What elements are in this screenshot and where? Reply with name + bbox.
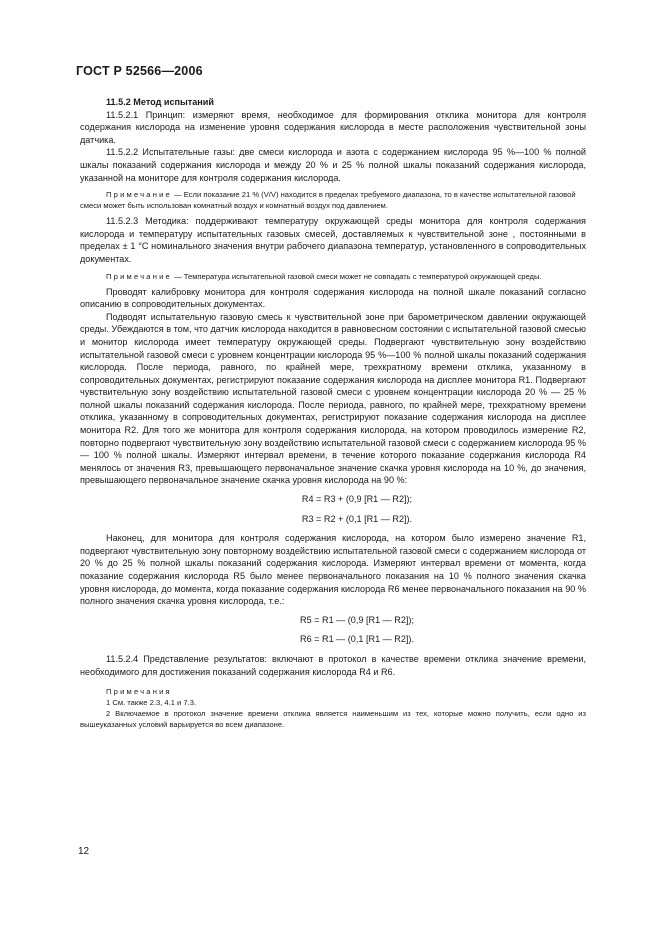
paragraph-procedure: Подводят испытательную газовую смесь к чувствительной зоне при барометрическом давлении окружающей среды. Убеждаются в том, что датчик кислорода находится в равновесном состоянии с испытательной газовой смесью и монитор кислорода имеет температуру окружающей среды. Подвергают чувствительную зону воздействию испытательной газовой смеси с уровнем концентрации кислорода 95 %—100 % полной шкалы показаний содержания кислорода. После периода, равного, по крайней мере, трехкратному времени отклика, указанному в сопроводительных документах, регистрируют показание содержания кислорода на дисплее монитора R1. Подвергают чувствительную зону воздействию испытательной газовой смеси с уровнем концентрации кислорода 20 % — 25 % полной шкалы показаний содержания кислорода. После периода, равного, по крайней мере, трехкратному времени отклика, указанному в сопроводительных документах, регистрируют показание содержания кислорода на дисплее монитора R2. Для того же монитора для контроля содержания кислорода, на котором проводилось измерение R2, повторно подвергают чувствительную зону воздействию испытательной газовой смеси с содержанием кислорода 95 % — 100 % полной шкалы. Измеряют интервал времени, в течение которого показание содержания кислорода R4 менялось от значения R3, превышающего первоначальное значение скачка уровня кислорода на 10 %, до значения, превышающего первоначальное значение скачка уровня кислорода на 90 %:	[80, 311, 586, 486]
paragraph-test-gases: 11.5.2.2 Испытательные газы: две смеси кислорода и азота с содержанием кислорода 95 %—100 % полной шкалы показаний содержания кислорода и между 20 % и 25 % полной шкалы показаний содержания кислорода, указанной на мониторе для контроля содержания кислорода.	[80, 147, 586, 183]
note-item-2: 2 Включаемое в протокол значение времени отклика является наименьшим из тех, которые можно получить, если одно из вышеуказанных условий варьируется во всем диапазоне.	[80, 709, 586, 730]
formula-r6: R6 = R1 — (0,1 [R1 — R2]).	[300, 634, 414, 645]
paragraph-final: Наконец, для монитора для контроля содержания кислорода, на котором было измерено значение R1, подвергают чувствительную зону повторному воздействию испытательной газовой смеси с содержанием кислорода от 20 % до 25 % полной шкалы показаний содержания кислорода. Измеряют интервал времени от момента, когда показание содержания кислорода R5 было менее первоначального показания на 10 % полного значения скачка уровня кислорода, до момента, когда показание содержания кислорода R6 менее первоначального показания на 90 % полного значения скачка уровня кислорода, т.е.:	[80, 533, 586, 607]
note-item-1: 1 См. также 2.3, 4.1 и 7.3.	[106, 698, 197, 708]
note-1	[80, 189, 586, 211]
formula-r5: R5 = R1 — (0,9 [R1 — R2]);	[300, 614, 414, 625]
section-title: 11.5.2 Метод испытаний	[106, 97, 214, 107]
paragraph-method: 11.5.2.3 Методика: поддерживают температуру окружающей среды монитора для контроля содержания кислорода и температуру испытательных газовых смесей, доставляемых к чувствительной зоне , постоянными в пределах ± 1 °С номинального значения внутри рабочего диапазона температур, установленного в сопроводительных документах.	[80, 216, 586, 264]
formula-r4: R4 = R3 + (0,9 [R1 — R2]);	[301, 494, 413, 505]
paragraph-principle: 11.5.2.1 Принцип: измеряют время, необходимое для формирования отклика монитора для контроля содержания кислорода на изменение уровня содержания кислорода в месте расположения чувствительной зоны датчика.	[80, 109, 586, 145]
page-number: 12	[78, 846, 90, 857]
formula-r3: R3 = R2 + (0,1 [R1 — R2]).	[301, 513, 413, 524]
notes-heading: Примечания	[106, 687, 172, 697]
note-1-label: Примечание	[106, 190, 172, 200]
paragraph-results: 11.5.2.4 Представление результатов: включают в протокол в качестве времени отклика значение времени, необходимого для достижения показаний содержания кислорода R4 и R6.	[80, 653, 586, 677]
note-2-text: — Температура испытательной газовой смеси может не совпадать с температурой окружающей среды.	[171, 271, 542, 281]
note-2-label: Примечание	[106, 271, 172, 281]
note-2	[80, 271, 586, 282]
paragraph-calibration: Проводят калибровку монитора для контроля содержания кислорода на полной шкале показаний согласно описанию в сопроводительных документах.	[80, 286, 586, 310]
note-1-text: — Если показание 21 % (V/V) находится в пределах требуемого диапазона, то в качестве испытательной газовой смеси может быть использован комнатный воздух и комнатный воздух под давлением.	[80, 190, 576, 211]
document-body	[80, 94, 586, 730]
document-header: ГОСТ Р 52566—2006	[76, 64, 203, 78]
